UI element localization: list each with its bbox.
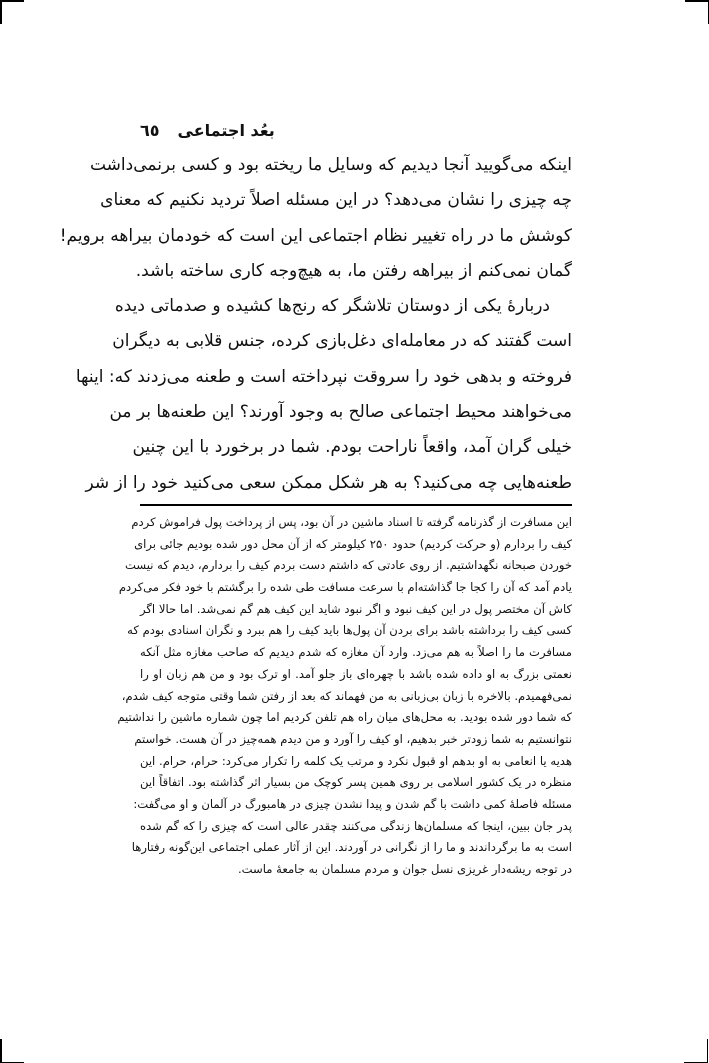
footnote-line: کیف را بردارم (و حرکت کردیم) حدود ۲۵۰ کیلومتر که از آن محل دور شده بودیم جائی برای [134, 536, 572, 551]
footnote-line: نمی‌فهمیدم. بالاخره با زبان بی‌زبانی به من فهماند که بعد از رفتن شما وقتی متوجه کیف شدم، [121, 688, 572, 703]
crop-mark-top-left-h [0, 0, 24, 2]
body-line: خیلی گران آمد، واقعاً ناراحت بودم. شما در برخورد با این چنین [132, 437, 572, 458]
body-line: گمان نمی‌کنم از بیراهه رفتن ما، به هیچ‌وجه کاری ساخته باشد. [135, 260, 572, 281]
footnote-line: هدیه یا انعامی به او بدهم او قبول نکرد و مرتب یک کلمه را تکرار می‌کرد: حرام، حرام. این [140, 753, 572, 768]
crop-mark-top-right-h [685, 0, 709, 2]
body-line: است گفتند که در معامله‌ای دغل‌بازی کرده، جنس قلابی به دیگران [112, 331, 572, 352]
crop-mark-bottom-right-v [707, 1039, 709, 1063]
footnote-line: کاش آن مختصر پول در این کیف نبود و اگر نبود شاید این کیف هم گم نمی‌شد. اما حالا اگر [140, 601, 572, 616]
footnote-line: مسافرت ما را اصلاً به هم می‌زد. وارد آن مغازه که شدم دیدیم که صاحب مغازه مثل آنکه [140, 645, 572, 660]
footnote-line: پدر جان ببین، اینجا که مسلمان‌ها زندگی می‌کنند چقدر عالی است که چیزی را که گم شده [140, 818, 572, 833]
footnote-line: کسی کیف را برداشته باشد برای بردن آن پول‌ها باید کیف را هم ببرد و نگران اسنادی بودم که [127, 623, 572, 638]
footnote-line: که شما دور شده بودید. به محل‌های میان راه هم تلفن کردیم اما چون شماره ماشین را نداشتیم [117, 710, 572, 725]
footnote-line: نتوانستیم به شما زودتر خبر بدهیم، او کیف را آورد و من دیدم همه‌چیز در آن هست. خواستم [134, 731, 572, 746]
footnote-line: مسئله فاصلهٔ کمی داشت با گم شدن و پیدا نشدن چیزی در هامبورگ در آلمان و او می‌گفت: [133, 796, 572, 811]
footnote-text [117, 512, 572, 881]
body-line: کوشش ما در راه تغییر نظام اجتماعی این است که خودمان بیراهه برویم! [59, 225, 572, 246]
footnote-line: است به ما برگرداندند و ما را از نگرانی در آوردند. این از آثار عملی اجتماعی این‌گونه رفتارها [131, 840, 572, 855]
crop-mark-top-left-v [0, 0, 2, 24]
body-text [59, 148, 572, 501]
body-line: طعنه‌هایی چه می‌کنید؟ به هر شکل ممکن سعی می‌کنید خود را از شر [85, 472, 572, 493]
page-number: ٦٥ [140, 120, 160, 140]
running-title: بعُد اجتماعی [177, 120, 275, 140]
body-line: فروخته و بدهی خود را سروقت نپرداخته است و طعنه می‌زدند که: اینها [75, 366, 572, 387]
footnote-line: در توجه ریشه‌دار غریزی نسل جوان و مردم مسلمان به جامعهٔ ماست. [237, 862, 572, 876]
footnote-line: منظره در یک کشور اسلامی بر روی همین پسر کوچک من بسیار اثر گذاشته بود. اتفاقاً این [140, 775, 572, 790]
body-line: چه چیزی را نشان می‌دهد؟ در این مسئله اصلاً تردید نکنیم که معنای [100, 190, 572, 211]
footnote-line: یادم آمد که آن را کجا جا گذاشته‌ام با سرعت مسافت طی شده را برگشتم با خود فکر می‌کردم [118, 580, 572, 595]
footnote-line: نعمتی بزرگ به او داده شده باشد با چهره‌ای باز جلو آمد. او ترک بود و من هم زبان او را [140, 666, 572, 681]
footnote-line: خوردن صبحانه نگهداشتیم. از روی عادتی که داشتم دست بردم کیف را بردارم، دیدم که نیست [125, 558, 572, 573]
body-line: می‌خواهند محیط اجتماعی صالح به وجود آورند؟ این طعنه‌ها بر من [109, 402, 572, 423]
footnote-divider [140, 504, 572, 506]
running-header [140, 118, 340, 142]
body-line: دربارهٔ یکی از دوستان تلاشگر که رنج‌ها کشیده و صدماتی دیده [114, 296, 550, 317]
body-line: اینکه می‌گویید آنجا دیدیم که وسایل ما ریخته بود و کسی برنمی‌داشت [89, 155, 572, 175]
crop-mark-bottom-left-v [0, 1039, 2, 1063]
footnote-line: این مسافرت از گذرنامه گرفته تا اسناد ماشین در آن بود، پس از پرداخت پول فراموش کردم [131, 515, 572, 529]
